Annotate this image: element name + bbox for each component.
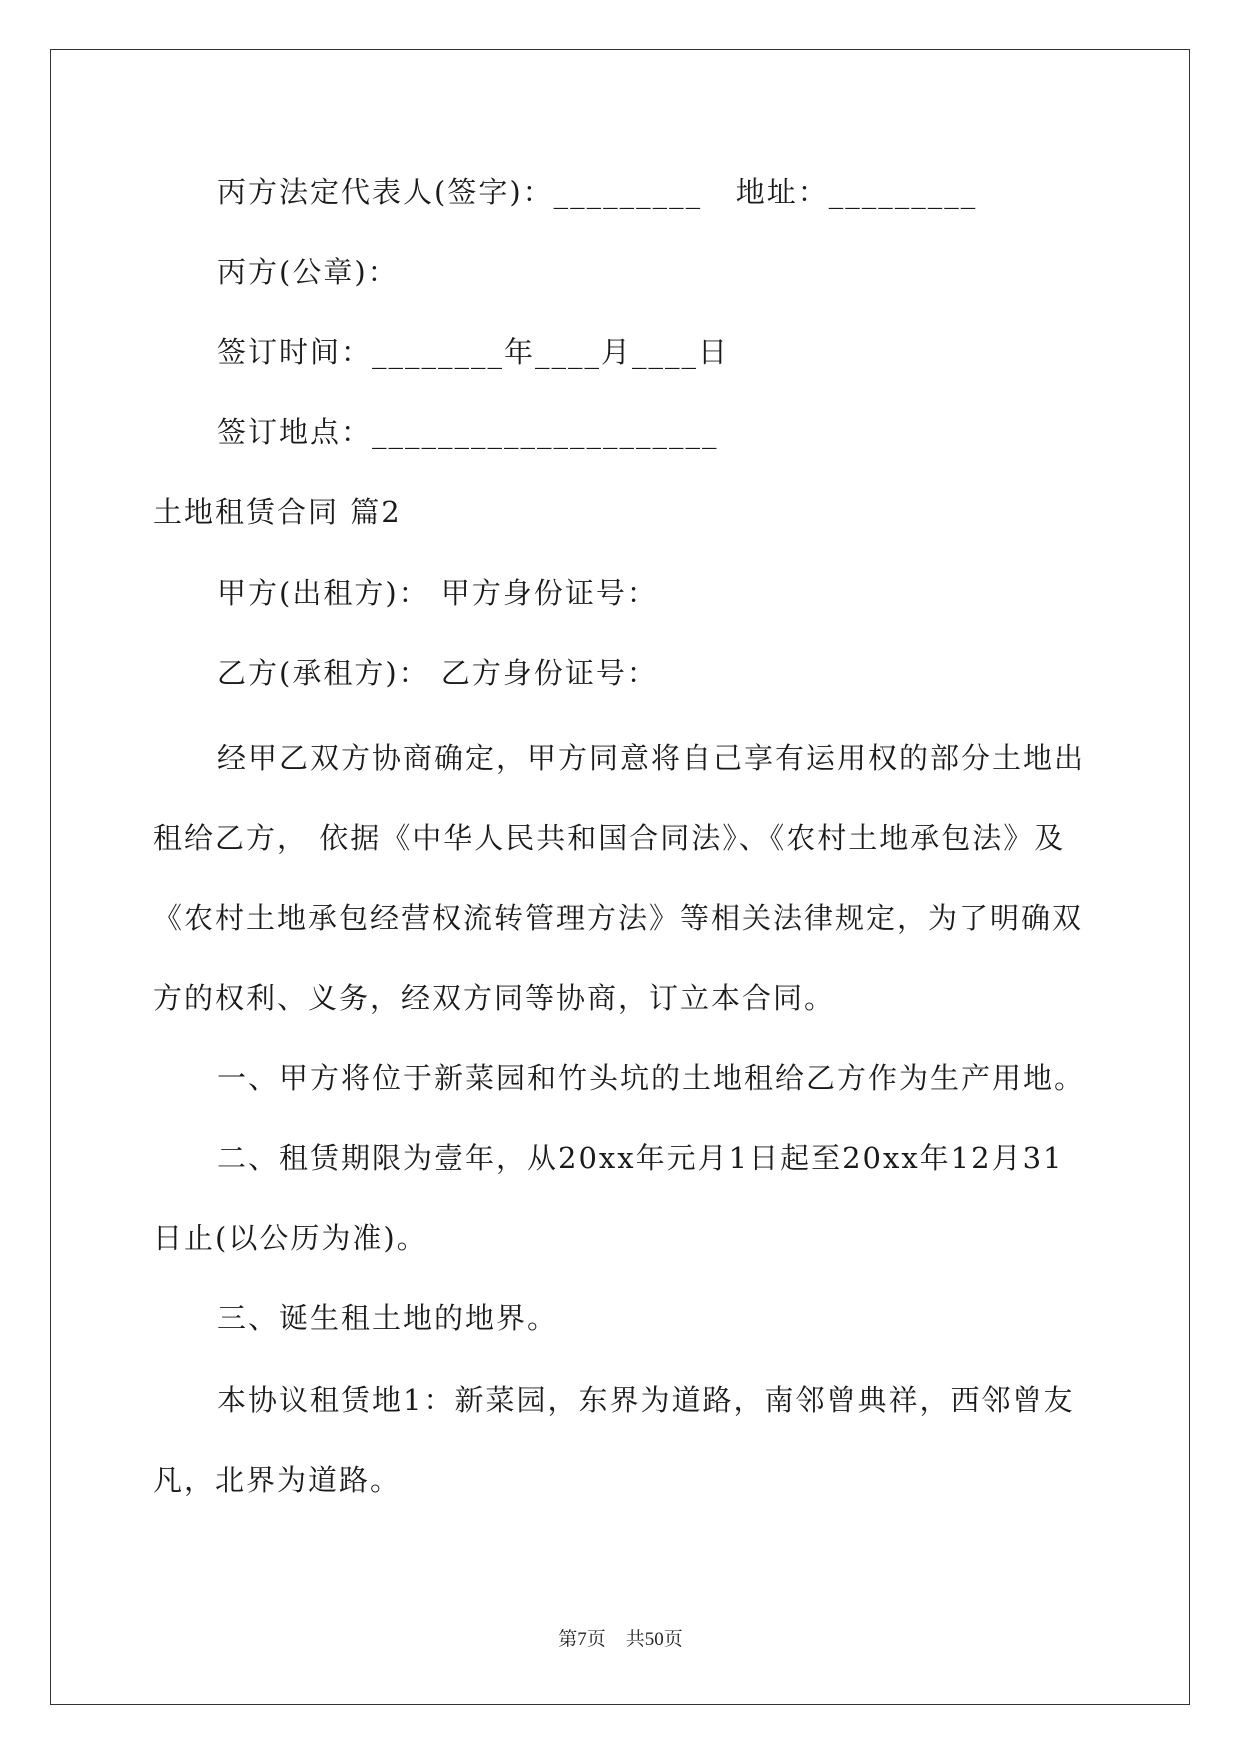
party-b-line: 乙方(承租方)： 乙方身份证号： <box>217 656 658 690</box>
clause-three: 三、诞生租土地的地界。 <box>217 1301 559 1335</box>
clause-two-continued: 日止(以公历为准)。 <box>153 1221 428 1255</box>
clause-one: 一、甲方将位于新菜园和竹头坑的土地租给乙方作为生产用地。 <box>217 1061 1086 1095</box>
section-heading: 土地租赁合同 篇2 <box>153 495 402 529</box>
clause-two: 二、租赁期限为壹年，从20xx年元月1日起至20xx年12月31 <box>217 1141 1064 1175</box>
paragraph-line: 租给乙方， 依据《中华人民共和国合同法》、《农村土地承包法》及 <box>153 821 1066 855</box>
land-boundary-continued: 凡，北界为道路。 <box>153 1463 402 1497</box>
page-footer <box>0 1628 1241 1652</box>
paragraph-line: 经甲乙双方协商确定，甲方同意将自己享有运用权的部分土地出 <box>217 741 1086 775</box>
party-c-seal-line: 丙方(公章)： <box>217 255 399 289</box>
page-total: 共50页 <box>625 1629 683 1650</box>
signing-place-line: 签订地点：_____________________ <box>217 415 719 449</box>
party-c-representative-line: 丙方法定代表人(签字)：_________ 地址：_________ <box>217 175 978 209</box>
signing-date-line: 签订时间：________年____月____日 <box>217 335 730 369</box>
page-number: 第7页 <box>558 1629 606 1650</box>
page-border <box>50 49 1190 1705</box>
party-a-line: 甲方(出租方)： 甲方身份证号： <box>217 576 658 610</box>
paragraph-line: 方的权利、义务，经双方同等协商，订立本合同。 <box>153 981 836 1015</box>
land-boundary-line: 本协议租赁地1：新菜园，东界为道路，南邻曾典祥，西邻曾友 <box>217 1383 1075 1417</box>
paragraph-line: 《农村土地承包经营权流转管理方法》等相关法律规定，为了明确双 <box>153 901 1084 935</box>
